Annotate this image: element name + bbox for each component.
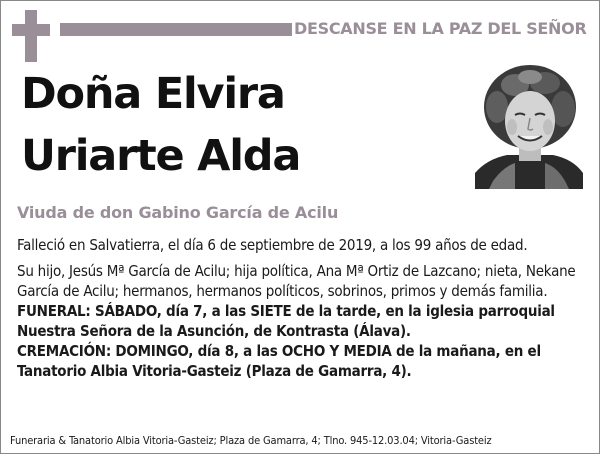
obituary-body [17, 235, 589, 381]
deceased-name-line1: Doña Elvira [21, 69, 285, 119]
funeral-home-footer: Funeraria & Tanatorio Albia Vitoria-Gasteiz; Plaza de Gamarra, 4; Tlno. 945-12.03.04; Vitoria-Gasteiz [10, 434, 492, 447]
deceased-name-line2: Uriarte Alda [21, 131, 301, 181]
header-tagline: DESCANSE EN LA PAZ DEL SEÑOR [294, 19, 587, 38]
deceased-portrait [475, 63, 583, 189]
deceased-name [21, 63, 300, 187]
death-notice: Falleció en Salvatierra, el día 6 de septiembre de 2019, a los 99 años de edad. [17, 236, 528, 254]
family-notice: Su hijo, Jesús Mª García de Acilu; hija política, Ana Mª Ortiz de Lazcano; nieta, Nekane García de Acilu; hermanos, hermanos políticos, sobrinos, primos y demás familia. [17, 262, 576, 300]
cross-icon [12, 10, 50, 62]
funeral-notice: FUNERAL: SÁBADO, día 7, a las SIETE de la tarde, en la iglesia parroquial Nuestra Señora de la Asunción, de Kontrasta (Álava). [17, 302, 555, 340]
deceased-subtitle: Viuda de don Gabino García de Acilu [17, 203, 339, 222]
cremation-notice: CREMACIÓN: DOMINGO, día 8, a las OCHO Y MEDIA de la mañana, en el Tanatorio Albia Vitoria-Gasteiz (Plaza de Gamarra, 4). [17, 342, 541, 380]
header-rule [60, 23, 292, 36]
